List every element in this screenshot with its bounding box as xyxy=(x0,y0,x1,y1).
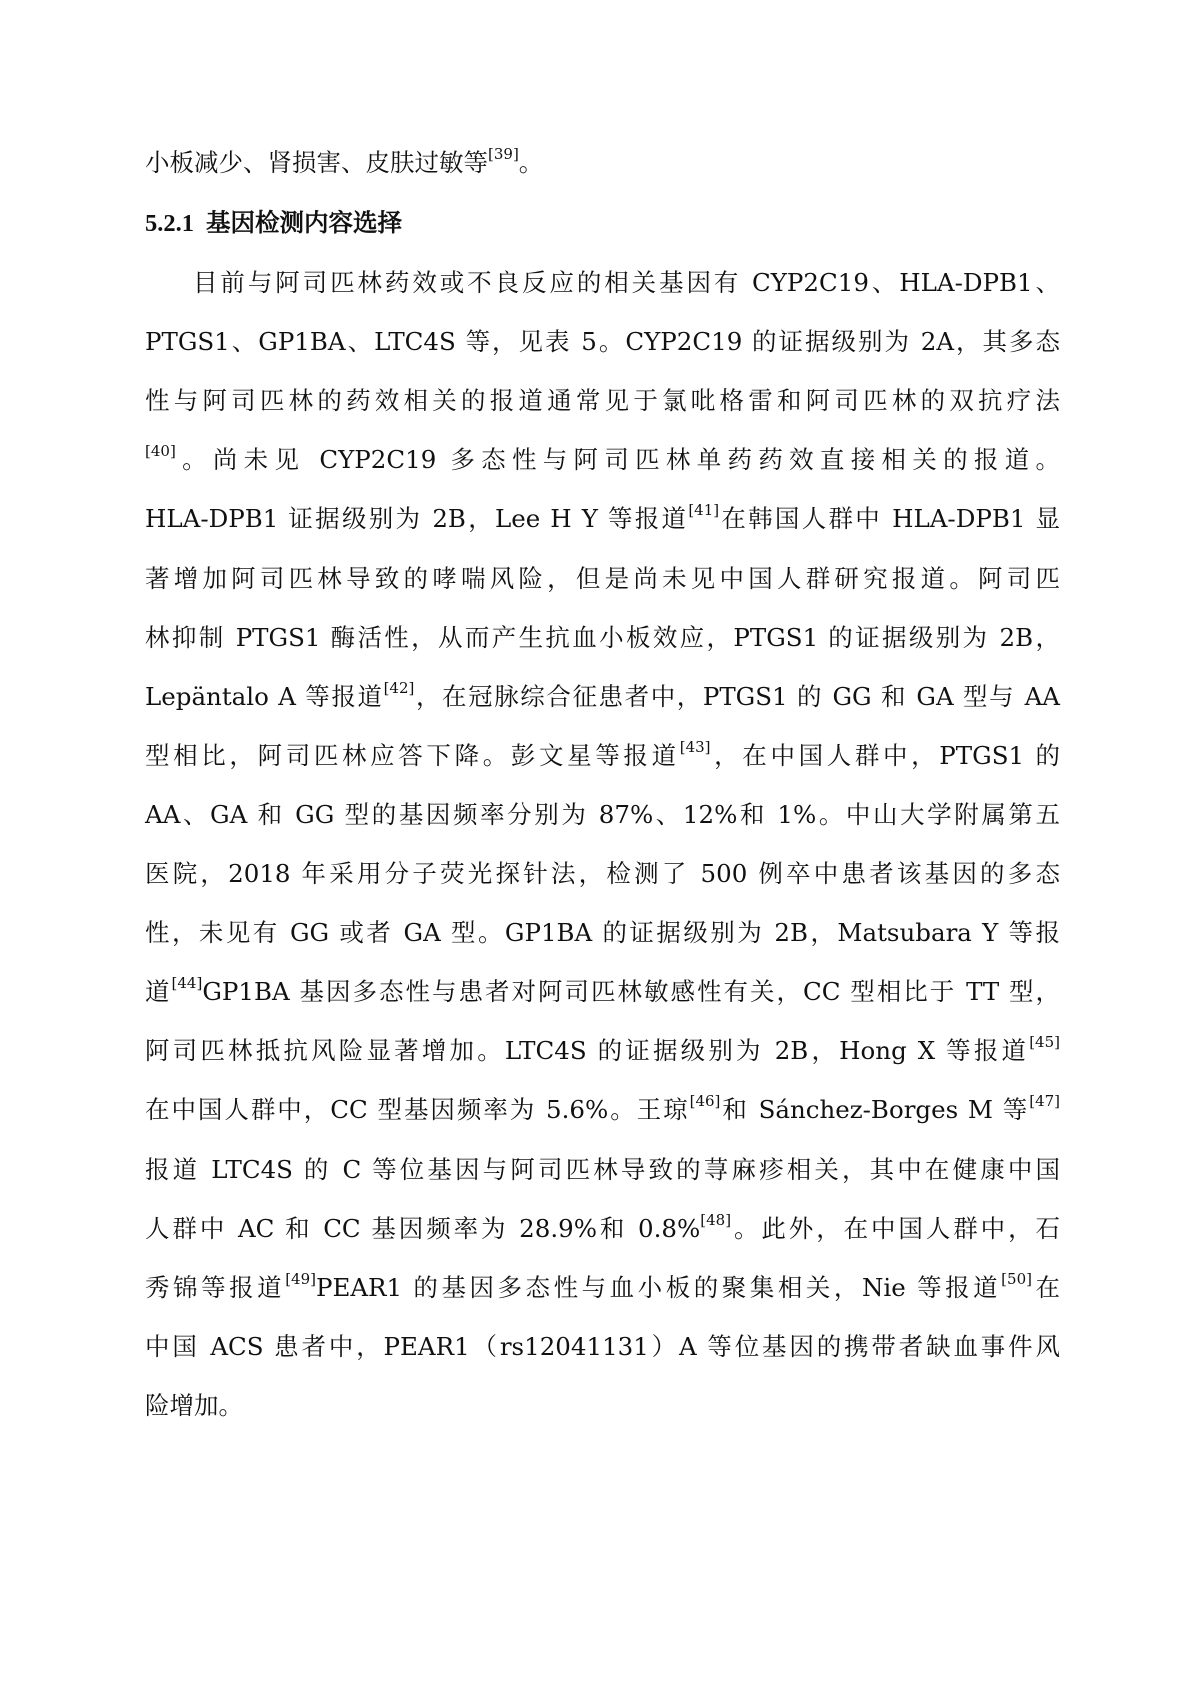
text-line xyxy=(145,143,1060,183)
text-line xyxy=(193,263,1060,303)
citation-ref: [43] xyxy=(679,737,711,756)
citation-ref: [41] xyxy=(688,500,720,519)
text-line xyxy=(145,795,1060,835)
citation-ref: [48] xyxy=(700,1210,732,1229)
citation-ref: [44] xyxy=(171,973,203,992)
text-run: 性与阿司匹林的药效相关的报道通常见于氯吡格雷和阿司匹林的双抗疗法 xyxy=(145,386,1060,415)
text-run: PTGS1、GP1BA、LTC4S 等，见表 5。CYP2C19 的证据级别为 2A，其多态 xyxy=(145,327,1060,356)
text-run: 医院，2018 年采用分子荧光探针法，检测了 500 例卒中患者该基因的多态 xyxy=(145,859,1060,888)
text-run: ，在中国人群中，PTGS1 的 xyxy=(710,741,1060,770)
text-run: 著增加阿司匹林导致的哮喘风险，但是尚未见中国人群研究报道。阿司匹 xyxy=(145,564,1060,593)
text-line xyxy=(145,1031,1060,1071)
text-line xyxy=(145,1150,1060,1190)
text-line xyxy=(145,381,1060,421)
text-line xyxy=(145,1386,1060,1426)
text-run: 在韩国人群中 HLA-DPB1 显 xyxy=(719,504,1060,533)
text-line xyxy=(145,913,1060,953)
citation-ref: [50] xyxy=(1001,1269,1032,1288)
text-run: 性，未见有 GG 或者 GA 型。GP1BA 的证据级别为 2B，Matsubara Y 等报 xyxy=(145,918,1060,947)
text-line xyxy=(145,677,1060,717)
text-run: 小板减少、肾损害、皮肤过敏等 xyxy=(145,148,488,177)
text-line xyxy=(145,440,1060,480)
text-line xyxy=(145,618,1060,658)
text-run: ，在冠脉综合征患者中，PTGS1 的 GG 和 GA 型与 AA xyxy=(414,682,1060,711)
citation-ref: [45] xyxy=(1029,1032,1060,1051)
text-line xyxy=(145,1268,1060,1308)
text-run: AA、GA 和 GG 型的基因频率分别为 87%、12%和 1%。中山大学附属第五 xyxy=(145,800,1060,829)
citation-ref: [46] xyxy=(689,1091,721,1110)
section-number: 5.2.1 xyxy=(145,210,194,237)
text-line xyxy=(145,854,1060,894)
text-run: Lepäntalo A 等报道 xyxy=(145,682,384,711)
text-line xyxy=(145,1209,1060,1249)
text-line xyxy=(145,736,1060,776)
text-line xyxy=(145,972,1060,1012)
section-heading xyxy=(145,203,1060,243)
text-run: 和 Sánchez-Borges M 等 xyxy=(720,1095,1030,1124)
section-title: 基因检测内容选择 xyxy=(206,208,402,237)
citation-ref: [42] xyxy=(383,678,415,697)
text-run: PEAR1 的基因多态性与血小板的聚集相关，Nie 等报道 xyxy=(315,1273,1002,1302)
text-run: 型相比，阿司匹林应答下降。彭文星等报道 xyxy=(145,741,680,770)
text-run: 目前与阿司匹林药效或不良反应的相关基因有 CYP2C19、HLA-DPB1、 xyxy=(193,268,1060,297)
text-run: 阿司匹林抵抗风险显著增加。LTC4S 的证据级别为 2B，Hong X 等报道 xyxy=(145,1036,1030,1065)
text-run: 。此外，在中国人群中，石 xyxy=(731,1214,1060,1243)
text-line xyxy=(145,322,1060,362)
text-run: 险增加。 xyxy=(145,1391,243,1420)
text-run: 人群中 AC 和 CC 基因频率为 28.9%和 0.8% xyxy=(145,1214,701,1243)
text-run: GP1BA 基因多态性与患者对阿司匹林敏感性有关，CC 型相比于 TT 型， xyxy=(202,977,1061,1006)
text-run: 。尚未见 CYP2C19 多态性与阿司匹林单药药效直接相关的报道。 xyxy=(175,445,1060,474)
citation-ref: [40] xyxy=(145,441,176,460)
text-run: 中国 ACS 患者中，PEAR1（rs12041131）A 等位基因的携带者缺血事件风 xyxy=(145,1332,1060,1361)
text-line xyxy=(145,1327,1060,1367)
text-run: 秀锦等报道 xyxy=(145,1273,286,1302)
text-run: HLA-DPB1 证据级别为 2B，Lee H Y 等报道 xyxy=(145,504,689,533)
text-run: 报道 LTC4S 的 C 等位基因与阿司匹林导致的荨麻疹相关，其中在健康中国 xyxy=(145,1155,1060,1184)
text-run: 林抑制 PTGS1 酶活性，从而产生抗血小板效应，PTGS1 的证据级别为 2B， xyxy=(145,623,1060,652)
citation-ref: [39] xyxy=(488,144,519,163)
text-line xyxy=(145,1090,1060,1130)
text-line xyxy=(145,499,1060,539)
text-run: 在中国人群中，CC 型基因频率为 5.6%。王琼 xyxy=(145,1095,690,1124)
text-run: 在 xyxy=(1031,1273,1061,1302)
citation-ref: [49] xyxy=(285,1269,316,1288)
citation-ref: [47] xyxy=(1029,1091,1061,1110)
text-run: 道 xyxy=(145,977,172,1006)
text-line xyxy=(145,559,1060,599)
text-run: 。 xyxy=(518,148,544,177)
